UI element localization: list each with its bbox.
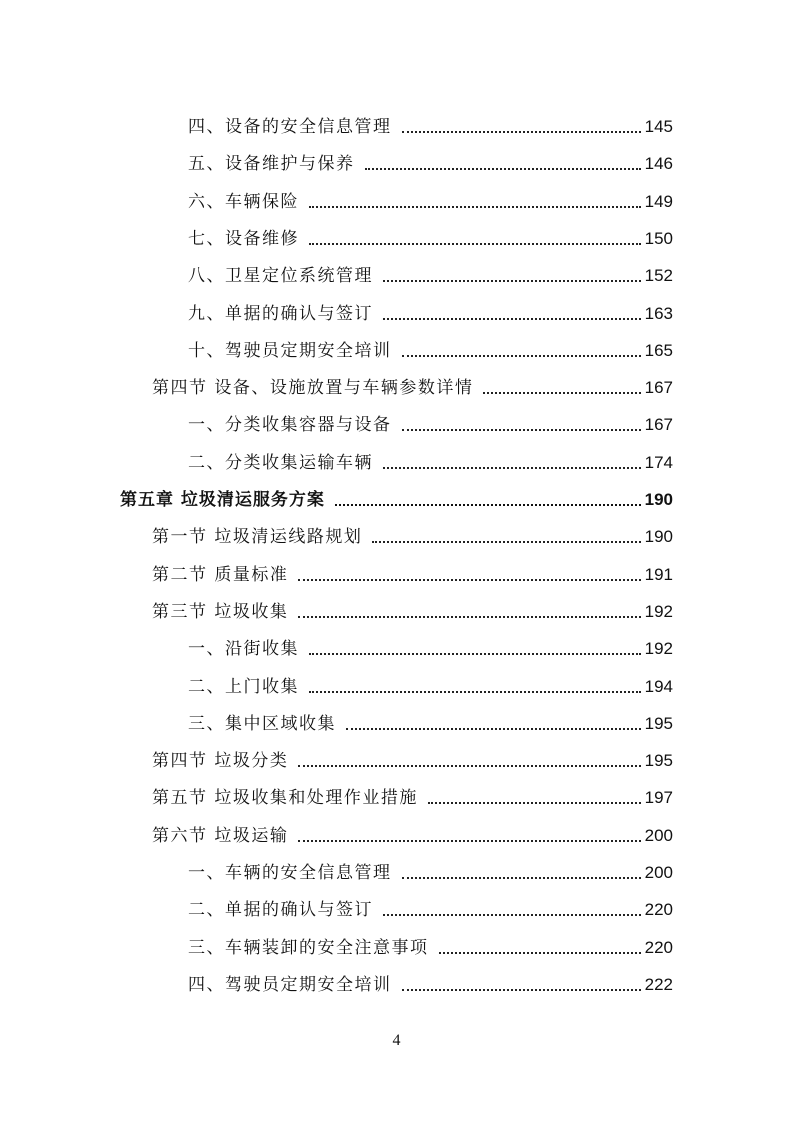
toc-entry-page: 197 bbox=[644, 788, 673, 808]
toc-entry[interactable] bbox=[188, 175, 673, 212]
dot-leader bbox=[383, 280, 641, 282]
toc-entry[interactable] bbox=[188, 324, 673, 361]
toc-entry-section[interactable] bbox=[152, 585, 673, 622]
dot-leader bbox=[402, 429, 641, 431]
dot-leader bbox=[402, 355, 641, 357]
toc-entry-section[interactable] bbox=[152, 771, 673, 808]
toc-entry-page: 190 bbox=[644, 527, 673, 547]
toc-entry[interactable] bbox=[188, 249, 673, 286]
toc-entry-section[interactable] bbox=[152, 809, 673, 846]
toc-entry-page: 195 bbox=[644, 751, 673, 771]
toc-entry-section[interactable] bbox=[152, 361, 673, 398]
toc-entry-label: 第四节 设备、设施放置与车辆参数详情 bbox=[152, 378, 474, 399]
dot-leader bbox=[335, 504, 641, 506]
dot-leader bbox=[298, 765, 640, 767]
dot-leader bbox=[383, 914, 641, 916]
toc-entry-page: 163 bbox=[644, 303, 673, 323]
toc-entry-label: 二、单据的确认与签订 bbox=[188, 900, 373, 921]
toc-entry-label: 七、设备维修 bbox=[188, 228, 299, 249]
dot-leader bbox=[383, 467, 641, 469]
toc-entry-label: 第一节 垃圾清运线路规划 bbox=[152, 527, 363, 548]
toc-entry-label: 三、集中区域收集 bbox=[188, 713, 336, 734]
toc-entry-label: 二、分类收集运输车辆 bbox=[188, 452, 373, 473]
toc-entry[interactable] bbox=[188, 958, 673, 995]
toc-entry[interactable] bbox=[188, 100, 673, 137]
toc-entry[interactable] bbox=[188, 921, 673, 958]
dot-leader bbox=[309, 691, 641, 693]
toc-entry-page: 200 bbox=[644, 863, 673, 882]
toc-entry-label: 六、车辆保险 bbox=[188, 191, 299, 212]
toc-entry[interactable] bbox=[188, 287, 673, 324]
toc-entry-page: 220 bbox=[644, 900, 673, 920]
toc-entry-label: 一、沿街收集 bbox=[188, 639, 299, 660]
toc-entry-page: 190 bbox=[644, 490, 673, 509]
toc-entry[interactable] bbox=[188, 212, 673, 249]
toc-entry[interactable] bbox=[188, 622, 673, 659]
toc-entry-label: 第四节 垃圾分类 bbox=[152, 751, 289, 772]
dot-leader bbox=[298, 616, 640, 618]
toc-entry-label: 二、上门收集 bbox=[188, 676, 299, 697]
toc-entry[interactable] bbox=[188, 436, 673, 473]
toc-entry-page: 167 bbox=[644, 378, 673, 398]
toc-entry-page: 146 bbox=[644, 154, 673, 174]
toc-entry-label: 五、设备维护与保养 bbox=[188, 154, 355, 175]
toc-entry-page: 191 bbox=[644, 564, 673, 584]
toc-entry-label: 第六节 垃圾运输 bbox=[152, 825, 289, 846]
page-number: 4 bbox=[392, 1032, 401, 1049]
toc-entry[interactable] bbox=[188, 660, 673, 697]
toc-entry-page: 149 bbox=[644, 191, 673, 211]
dot-leader bbox=[402, 877, 641, 879]
toc-entry-label: 八、卫星定位系统管理 bbox=[188, 266, 373, 287]
toc-entry-page: 150 bbox=[644, 228, 673, 248]
toc-entry[interactable] bbox=[188, 697, 673, 734]
toc-entry-section[interactable] bbox=[152, 734, 673, 771]
toc-entry[interactable] bbox=[188, 398, 673, 435]
dot-leader bbox=[383, 318, 641, 320]
dot-leader bbox=[298, 579, 640, 581]
toc-entry-page: 152 bbox=[644, 266, 673, 286]
dot-leader bbox=[428, 802, 641, 804]
toc-entry-page: 200 bbox=[644, 825, 673, 845]
toc-entry[interactable] bbox=[188, 137, 673, 174]
dot-leader bbox=[402, 989, 641, 991]
toc-entry[interactable] bbox=[188, 883, 673, 920]
toc-entry-label: 四、驾驶员定期安全培训 bbox=[188, 974, 392, 995]
toc-entry-label: 第三节 垃圾收集 bbox=[152, 601, 289, 622]
toc-entry-page: 174 bbox=[644, 452, 673, 472]
toc-entry-page: 194 bbox=[644, 676, 673, 696]
dot-leader bbox=[483, 392, 640, 394]
dot-leader bbox=[402, 131, 641, 133]
dot-leader bbox=[309, 206, 641, 208]
dot-leader bbox=[372, 541, 640, 543]
toc-entry-page: 165 bbox=[644, 340, 673, 360]
toc-entry-page: 195 bbox=[644, 713, 673, 733]
toc-entry-page: 167 bbox=[644, 415, 673, 435]
toc-entry[interactable] bbox=[188, 846, 673, 883]
dot-leader bbox=[365, 168, 641, 170]
toc-entry-page: 220 bbox=[644, 937, 673, 957]
toc-entry-section[interactable] bbox=[152, 510, 673, 547]
dot-leader bbox=[298, 840, 640, 842]
toc-entry-label: 十、驾驶员定期安全培训 bbox=[188, 340, 392, 361]
dot-leader bbox=[439, 952, 641, 954]
toc-entry-label: 九、单据的确认与签订 bbox=[188, 303, 373, 324]
toc-entry-section[interactable] bbox=[152, 548, 673, 585]
toc-entry-chapter[interactable] bbox=[120, 473, 673, 510]
toc-entry-label: 第五节 垃圾收集和处理作业措施 bbox=[152, 788, 418, 809]
dot-leader bbox=[309, 243, 641, 245]
toc-entry-page: 145 bbox=[644, 117, 673, 136]
toc-entry-label: 三、车辆装卸的安全注意事项 bbox=[188, 937, 429, 958]
toc-entry-label: 第五章 垃圾清运服务方案 bbox=[120, 490, 325, 510]
toc-entry-label: 一、分类收集容器与设备 bbox=[188, 415, 392, 436]
toc-entry-page: 192 bbox=[644, 601, 673, 621]
toc-entry-label: 四、设备的安全信息管理 bbox=[188, 117, 392, 137]
toc-entry-page: 192 bbox=[644, 639, 673, 659]
toc-entry-label: 第二节 质量标准 bbox=[152, 564, 289, 585]
dot-leader bbox=[309, 653, 641, 655]
toc-entry-page: 222 bbox=[644, 974, 673, 994]
dot-leader bbox=[346, 728, 641, 730]
toc-entry-label: 一、车辆的安全信息管理 bbox=[188, 863, 392, 883]
